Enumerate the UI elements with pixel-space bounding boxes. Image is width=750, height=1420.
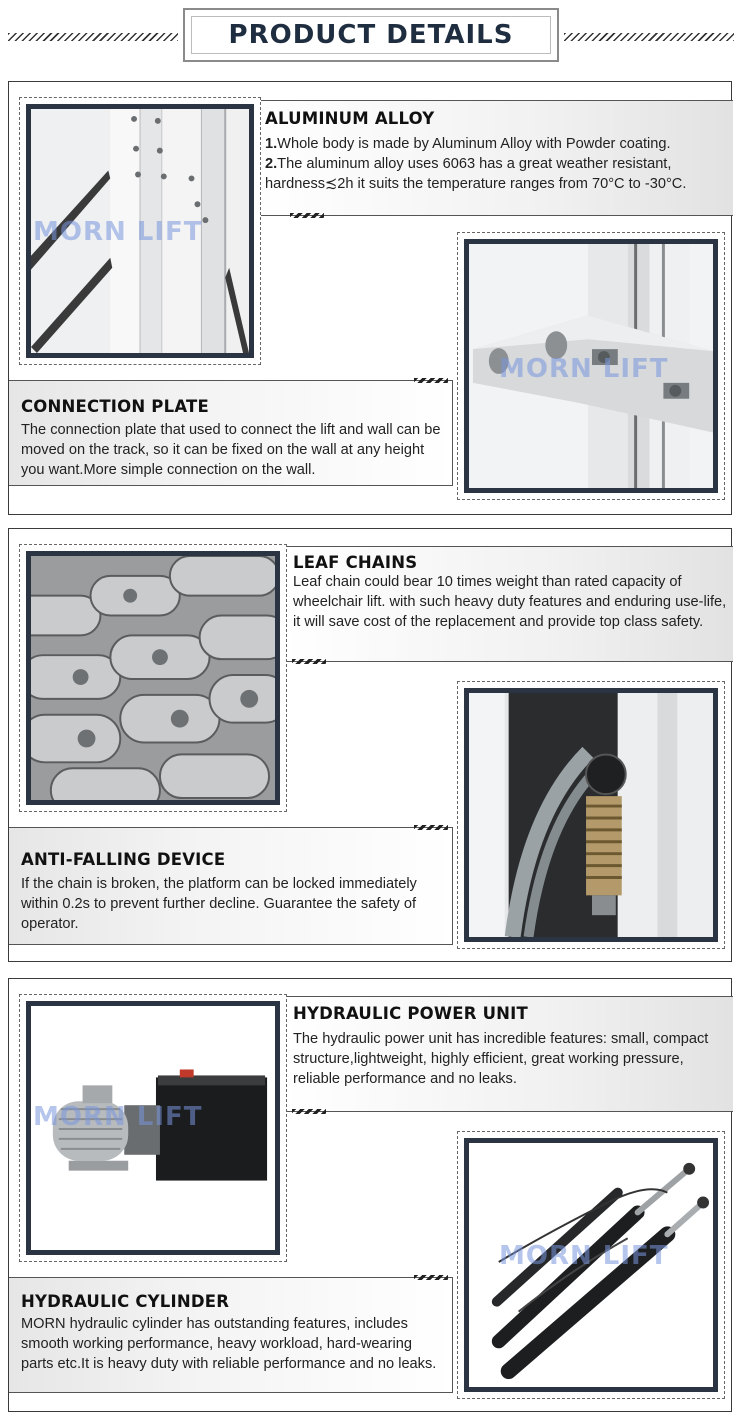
header-stripe-left — [8, 33, 178, 41]
aluminum-title: ALUMINUM ALLOY — [265, 109, 435, 128]
watermark: MORN LIFT — [33, 1102, 203, 1132]
cylinder-photo — [464, 1138, 718, 1392]
section-leaf-antifall — [8, 528, 732, 962]
watermark: MORN LIFT — [499, 1241, 669, 1271]
power-photo — [26, 1001, 280, 1255]
aluminum-p2-num: 2. — [265, 156, 278, 172]
corner-notch — [414, 378, 448, 383]
antifall-photo — [464, 688, 718, 942]
aluminum-p2: The aluminum alloy uses 6063 has a great weather resistant, hardness≾2h it suits the temperature ranges from 70°C to -30°C. — [265, 156, 687, 192]
leaf-photo-frame — [19, 544, 287, 812]
corner-notch — [414, 825, 448, 830]
cylinder-title: HYDRAULIC CYLINDER — [21, 1292, 230, 1311]
power-body: The hydraulic power unit has incredible features: small, compact structure,lightweight, highly efficient, great working pressure, reliable performance and no leaks. — [293, 1031, 709, 1087]
header-stripe-right — [564, 33, 734, 41]
aluminum-photo — [26, 104, 254, 358]
watermark: MORN LIFT — [499, 354, 669, 384]
cylinder-body: MORN hydraulic cylinder has outstanding features, includes smooth working performance, heavy workload, hard-wearing parts etc.It is heavy duty with reliable performance and no leaks. — [21, 1316, 437, 1372]
corner-notch — [414, 1275, 448, 1280]
aluminum-body — [265, 134, 731, 194]
connection-photo-frame — [457, 232, 725, 500]
corner-notch — [290, 213, 324, 218]
antifall-photo-frame — [457, 681, 725, 949]
aluminum-p1-num: 1. — [265, 136, 278, 152]
cylinder-photo-frame — [457, 1131, 725, 1399]
antifall-title: ANTI-FALLING DEVICE — [21, 850, 226, 869]
power-title: HYDRAULIC POWER UNIT — [293, 1004, 528, 1023]
connection-photo — [464, 239, 718, 493]
aluminum-photo-frame — [19, 97, 261, 365]
connection-body: The connection plate that used to connect the lift and wall can be moved on the track, so it can be fixed on the wall at any height you want.More simple connection on the wall. — [21, 422, 441, 478]
connection-title: CONNECTION PLATE — [21, 397, 209, 416]
corner-notch — [292, 659, 326, 664]
leaf-body: Leaf chain could bear 10 times weight than rated capacity of wheelchair lift. with such heavy duty features and enduring use-life, it will save cost of the replacement and provide top class safety. — [293, 574, 727, 630]
leaf-photo — [26, 551, 280, 805]
leaf-title: LEAF CHAINS — [293, 553, 418, 572]
aluminum-p1: Whole body is made by Aluminum Alloy with Powder coating. — [277, 136, 671, 152]
antifall-body: If the chain is broken, the platform can be locked immediately within 0.2s to prevent further decline. Guarantee the safety of operator. — [21, 876, 417, 932]
page-title: PRODUCT DETAILS — [228, 20, 514, 50]
corner-notch — [292, 1109, 326, 1114]
section-power-cylinder — [8, 978, 732, 1412]
power-photo-frame — [19, 994, 287, 1262]
title-frame — [183, 8, 559, 62]
section-aluminum-connection — [8, 81, 732, 515]
watermark: MORN LIFT — [33, 217, 203, 247]
